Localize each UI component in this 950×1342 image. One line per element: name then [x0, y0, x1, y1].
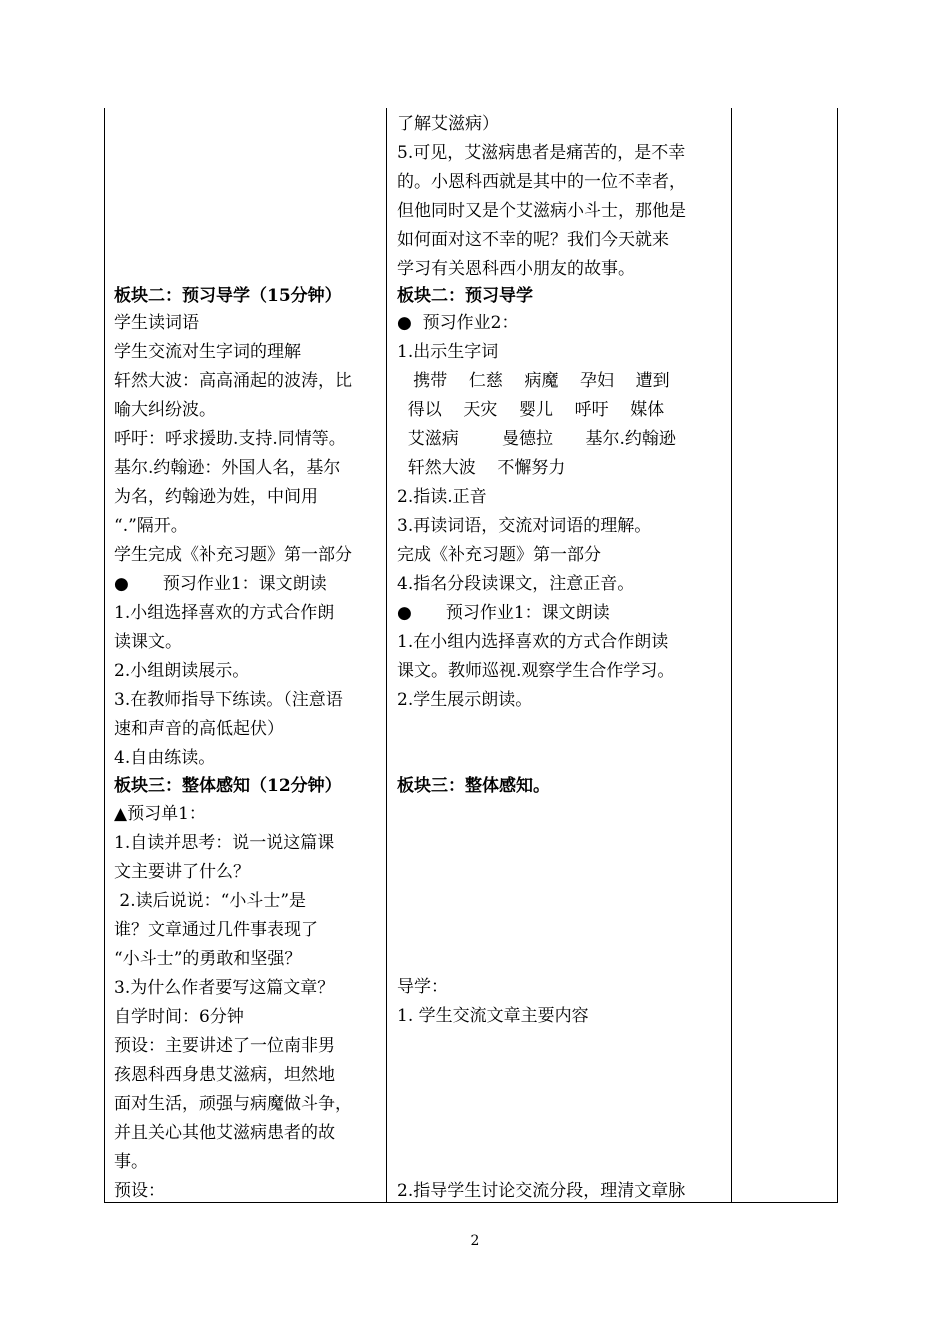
left-column-line: 学生读词语 [114, 313, 199, 333]
left-column-line: 预设：主要讲述了一位南非男 [114, 1036, 335, 1056]
left-column-line: 谁？文章通过几件事表现了 [114, 920, 318, 940]
left-column-line: ● 预习作业1：课文朗读 [114, 574, 327, 594]
left-column-line: “.”隔开。 [114, 516, 188, 536]
left-column-line: 事。 [114, 1152, 148, 1172]
lesson-plan-table [104, 108, 838, 1203]
middle-column-line: 完成《补充习题》第一部分 [397, 545, 601, 565]
left-column-line: 预设： [114, 1181, 165, 1201]
middle-column-line: 课文。教师巡视.观察学生合作学习。 [397, 661, 675, 681]
column-divider-1 [386, 108, 387, 1203]
left-column-line: 呼吁：呼求援助.支持.同情等。 [114, 429, 346, 449]
middle-column-line: 的。小恩科西就是其中的一位不幸者， [397, 172, 686, 192]
left-column-line: 3.为什么作者要写这篇文章？ [114, 978, 335, 998]
middle-column-line: 携带 仁慈 病魔 孕妇 遭到 [397, 371, 670, 391]
left-column-line: 喻大纠纷波。 [114, 400, 216, 420]
middle-column-line: 1.在小组内选择喜欢的方式合作朗读 [397, 632, 669, 652]
middle-column-line: 得以 天灾 婴儿 呼吁 媒体 [397, 400, 665, 420]
left-column-line: 自学时间：6分钟 [114, 1007, 244, 1027]
middle-column-line: 但他同时又是个艾滋病小斗士，那他是 [397, 201, 686, 221]
middle-column-line: 学习有关恩科西小朋友的故事。 [397, 259, 635, 279]
column-divider-2 [731, 108, 732, 1203]
left-column-line: 2.小组朗读展示。 [114, 661, 250, 681]
middle-column-line: 导学： [397, 977, 448, 997]
middle-column-line: 1. 学生交流文章主要内容 [397, 1006, 589, 1026]
middle-column-line: 3.再读词语，交流对词语的理解。 [397, 516, 652, 536]
middle-column-line: 1.出示生字词 [397, 342, 499, 362]
left-column-line: 轩然大波：高高涌起的波涛，比 [114, 371, 352, 391]
left-column-line: 3.在教师指导下练读。（注意语 [114, 690, 343, 710]
left-column-line: 孩恩科西身患艾滋病，坦然地 [114, 1065, 335, 1085]
left-column-line: 读课文。 [114, 632, 182, 652]
left-column-line: 面对生活，顽强与病魔做斗争， [114, 1094, 352, 1114]
middle-column-line: 2.指导学生讨论交流分段，理清文章脉 [397, 1181, 686, 1201]
left-column-line: 为名，约翰逊为姓，中间用 [114, 487, 318, 507]
left-column-line: 并且关心其他艾滋病患者的故 [114, 1123, 335, 1143]
middle-column-line: 2.学生展示朗读。 [397, 690, 533, 710]
left-column-line: 速和声音的高低起伏） [114, 719, 284, 739]
left-column-line: 基尔.约翰逊：外国人名，基尔 [114, 458, 341, 478]
table-border-right [837, 108, 838, 1203]
left-column-line: 1.小组选择喜欢的方式合作朗 [114, 603, 335, 623]
left-column-line: 板块三：整体感知（12分钟） [114, 776, 342, 796]
left-column-line: 2.读后说说：“小斗士”是 [114, 891, 307, 911]
middle-column-line: 4.指名分段读课文，注意正音。 [397, 574, 635, 594]
middle-column-line: 艾滋病 曼德拉 基尔.约翰逊 [397, 429, 676, 449]
left-column-line: 1.自读并思考：说一说这篇课 [114, 833, 335, 853]
middle-column-line: 板块三：整体感知。 [397, 776, 550, 796]
left-column-line: 4.自由练读。 [114, 748, 216, 768]
left-column-line: 学生交流对生字词的理解 [114, 342, 301, 362]
table-border-left [104, 108, 105, 1203]
page-number: 2 [470, 1233, 480, 1249]
left-column-line: 学生完成《补充习题》第一部分 [114, 545, 352, 565]
middle-column-line: 2.指读.正音 [397, 487, 487, 507]
middle-column-line: 板块二：预习导学 [397, 286, 533, 306]
middle-column-line: ● 预习作业2： [397, 313, 519, 333]
middle-column-line: ● 预习作业1：课文朗读 [397, 603, 610, 623]
left-column-line: ▲预习单1： [114, 804, 206, 824]
left-column-line: “小斗士”的勇敢和坚强？ [114, 949, 302, 969]
left-column-line: 文主要讲了什么？ [114, 862, 250, 882]
middle-column-line: 轩然大波 不懈努力 [397, 458, 566, 478]
left-column-line: 板块二：预习导学（15分钟） [114, 286, 342, 306]
middle-column-line: 5.可见，艾滋病患者是痛苦的，是不幸 [397, 143, 686, 163]
middle-column-line: 了解艾滋病） [397, 114, 499, 134]
middle-column-line: 如何面对这不幸的呢？我们今天就来 [397, 230, 669, 250]
